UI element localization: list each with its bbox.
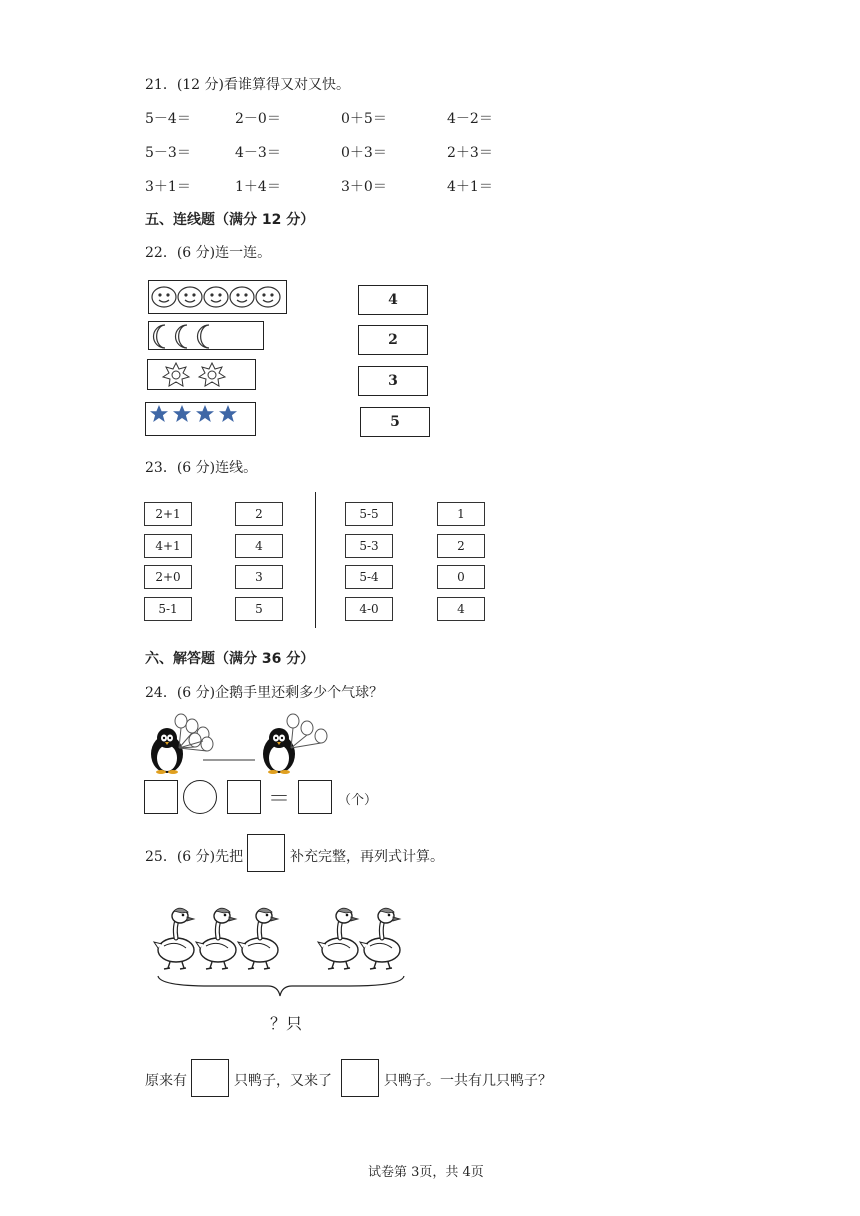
q23-title: 23．(6 分)连线。 xyxy=(145,460,258,476)
answer-box[interactable]: 3 xyxy=(235,565,283,589)
q21-item: 5－4＝ xyxy=(145,111,191,127)
blank-square-sample xyxy=(247,834,285,872)
smiley-row-box[interactable] xyxy=(148,280,287,314)
expression-box[interactable]: 5-3 xyxy=(345,534,393,558)
curly-brace xyxy=(158,976,404,996)
answer-square[interactable] xyxy=(191,1059,229,1097)
q21-item: 5－3＝ xyxy=(145,145,191,161)
expression-box[interactable]: 5-5 xyxy=(345,502,393,526)
q21-item: 4＋1＝ xyxy=(447,179,493,195)
q25-sentence-part: 原来有 xyxy=(145,1073,187,1089)
answer-box[interactable]: 5 xyxy=(235,597,283,621)
page-footer: 试卷第 3页，共 4页 xyxy=(368,1165,484,1180)
q21-item: 2－0＝ xyxy=(235,111,281,127)
operator-circle[interactable] xyxy=(183,780,217,814)
answer-box[interactable]: 4 xyxy=(437,597,485,621)
penguin-icon xyxy=(151,728,183,774)
q25-sentence-part: 只鸭子，又来了 xyxy=(234,1073,332,1089)
q24-title: 24．(6 分)企鹅手里还剩多少个气球？ xyxy=(145,685,384,701)
q21-item: 3＋0＝ xyxy=(341,179,387,195)
section-heading: 五、连线题（满分 12 分） xyxy=(145,212,315,228)
q21-item: 0＋3＝ xyxy=(341,145,387,161)
q21-item: 0＋5＝ xyxy=(341,111,387,127)
equals-sign: ＝ xyxy=(268,787,291,812)
moon-row-box[interactable] xyxy=(148,321,264,350)
smiley-face-icon xyxy=(149,281,288,315)
divider-line xyxy=(315,492,316,628)
q21-item: 1＋4＝ xyxy=(235,179,281,195)
answer-square[interactable] xyxy=(341,1059,379,1097)
penguin-icon xyxy=(263,728,295,774)
answer-box[interactable]: 4 xyxy=(235,534,283,558)
number-box[interactable]: 5 xyxy=(360,407,430,437)
answer-square[interactable] xyxy=(298,780,332,814)
expression-box[interactable]: 2+0 xyxy=(144,565,192,589)
balloon-icon xyxy=(175,714,213,751)
q21-item: 4－3＝ xyxy=(235,145,281,161)
number-box[interactable]: 4 xyxy=(358,285,428,315)
expression-box[interactable]: 5-4 xyxy=(345,565,393,589)
number-box[interactable]: 3 xyxy=(358,366,428,396)
unit-label: （个） xyxy=(338,793,378,808)
answer-box[interactable]: 0 xyxy=(437,565,485,589)
answer-square[interactable] xyxy=(227,780,261,814)
crescent-moon-icon xyxy=(149,322,265,351)
number-box[interactable]: 2 xyxy=(358,325,428,355)
q25-sentence-part: 只鸭子。一共有几只鸭子？ xyxy=(384,1073,552,1089)
section-heading: 六、解答题（满分 36 分） xyxy=(145,651,315,667)
q21-item: 2＋3＝ xyxy=(447,145,493,161)
penguin-balloons-illustration xyxy=(145,712,345,774)
star-row-box[interactable] xyxy=(145,402,256,436)
q21-item: 4－2＝ xyxy=(447,111,493,127)
q22-title: 22．(6 分)连一连。 xyxy=(145,245,272,261)
answer-box[interactable]: 2 xyxy=(235,502,283,526)
sun-row-box[interactable] xyxy=(147,359,256,390)
duck-icon xyxy=(318,908,358,969)
duck-icon xyxy=(360,908,400,969)
duck-icon xyxy=(196,908,236,969)
ducks-illustration xyxy=(150,900,420,1000)
expression-box[interactable]: 5-1 xyxy=(144,597,192,621)
balloon-icon xyxy=(287,714,327,748)
brace-label: ？只 xyxy=(270,1014,303,1033)
q21-title: 21．(12 分)看谁算得又对又快。 xyxy=(145,77,351,93)
duck-icon xyxy=(154,908,194,969)
sun-icon xyxy=(148,360,257,391)
star-icon xyxy=(146,403,257,437)
answer-box[interactable]: 2 xyxy=(437,534,485,558)
q25-title-prefix: 25．(6 分)先把 xyxy=(145,849,244,865)
q25-title-suffix: 补充完整，再列式计算。 xyxy=(290,849,444,865)
duck-icon xyxy=(238,908,278,969)
expression-box[interactable]: 4+1 xyxy=(144,534,192,558)
expression-box[interactable]: 4-0 xyxy=(345,597,393,621)
q21-item: 3＋1＝ xyxy=(145,179,191,195)
answer-square[interactable] xyxy=(144,780,178,814)
answer-box[interactable]: 1 xyxy=(437,502,485,526)
expression-box[interactable]: 2+1 xyxy=(144,502,192,526)
